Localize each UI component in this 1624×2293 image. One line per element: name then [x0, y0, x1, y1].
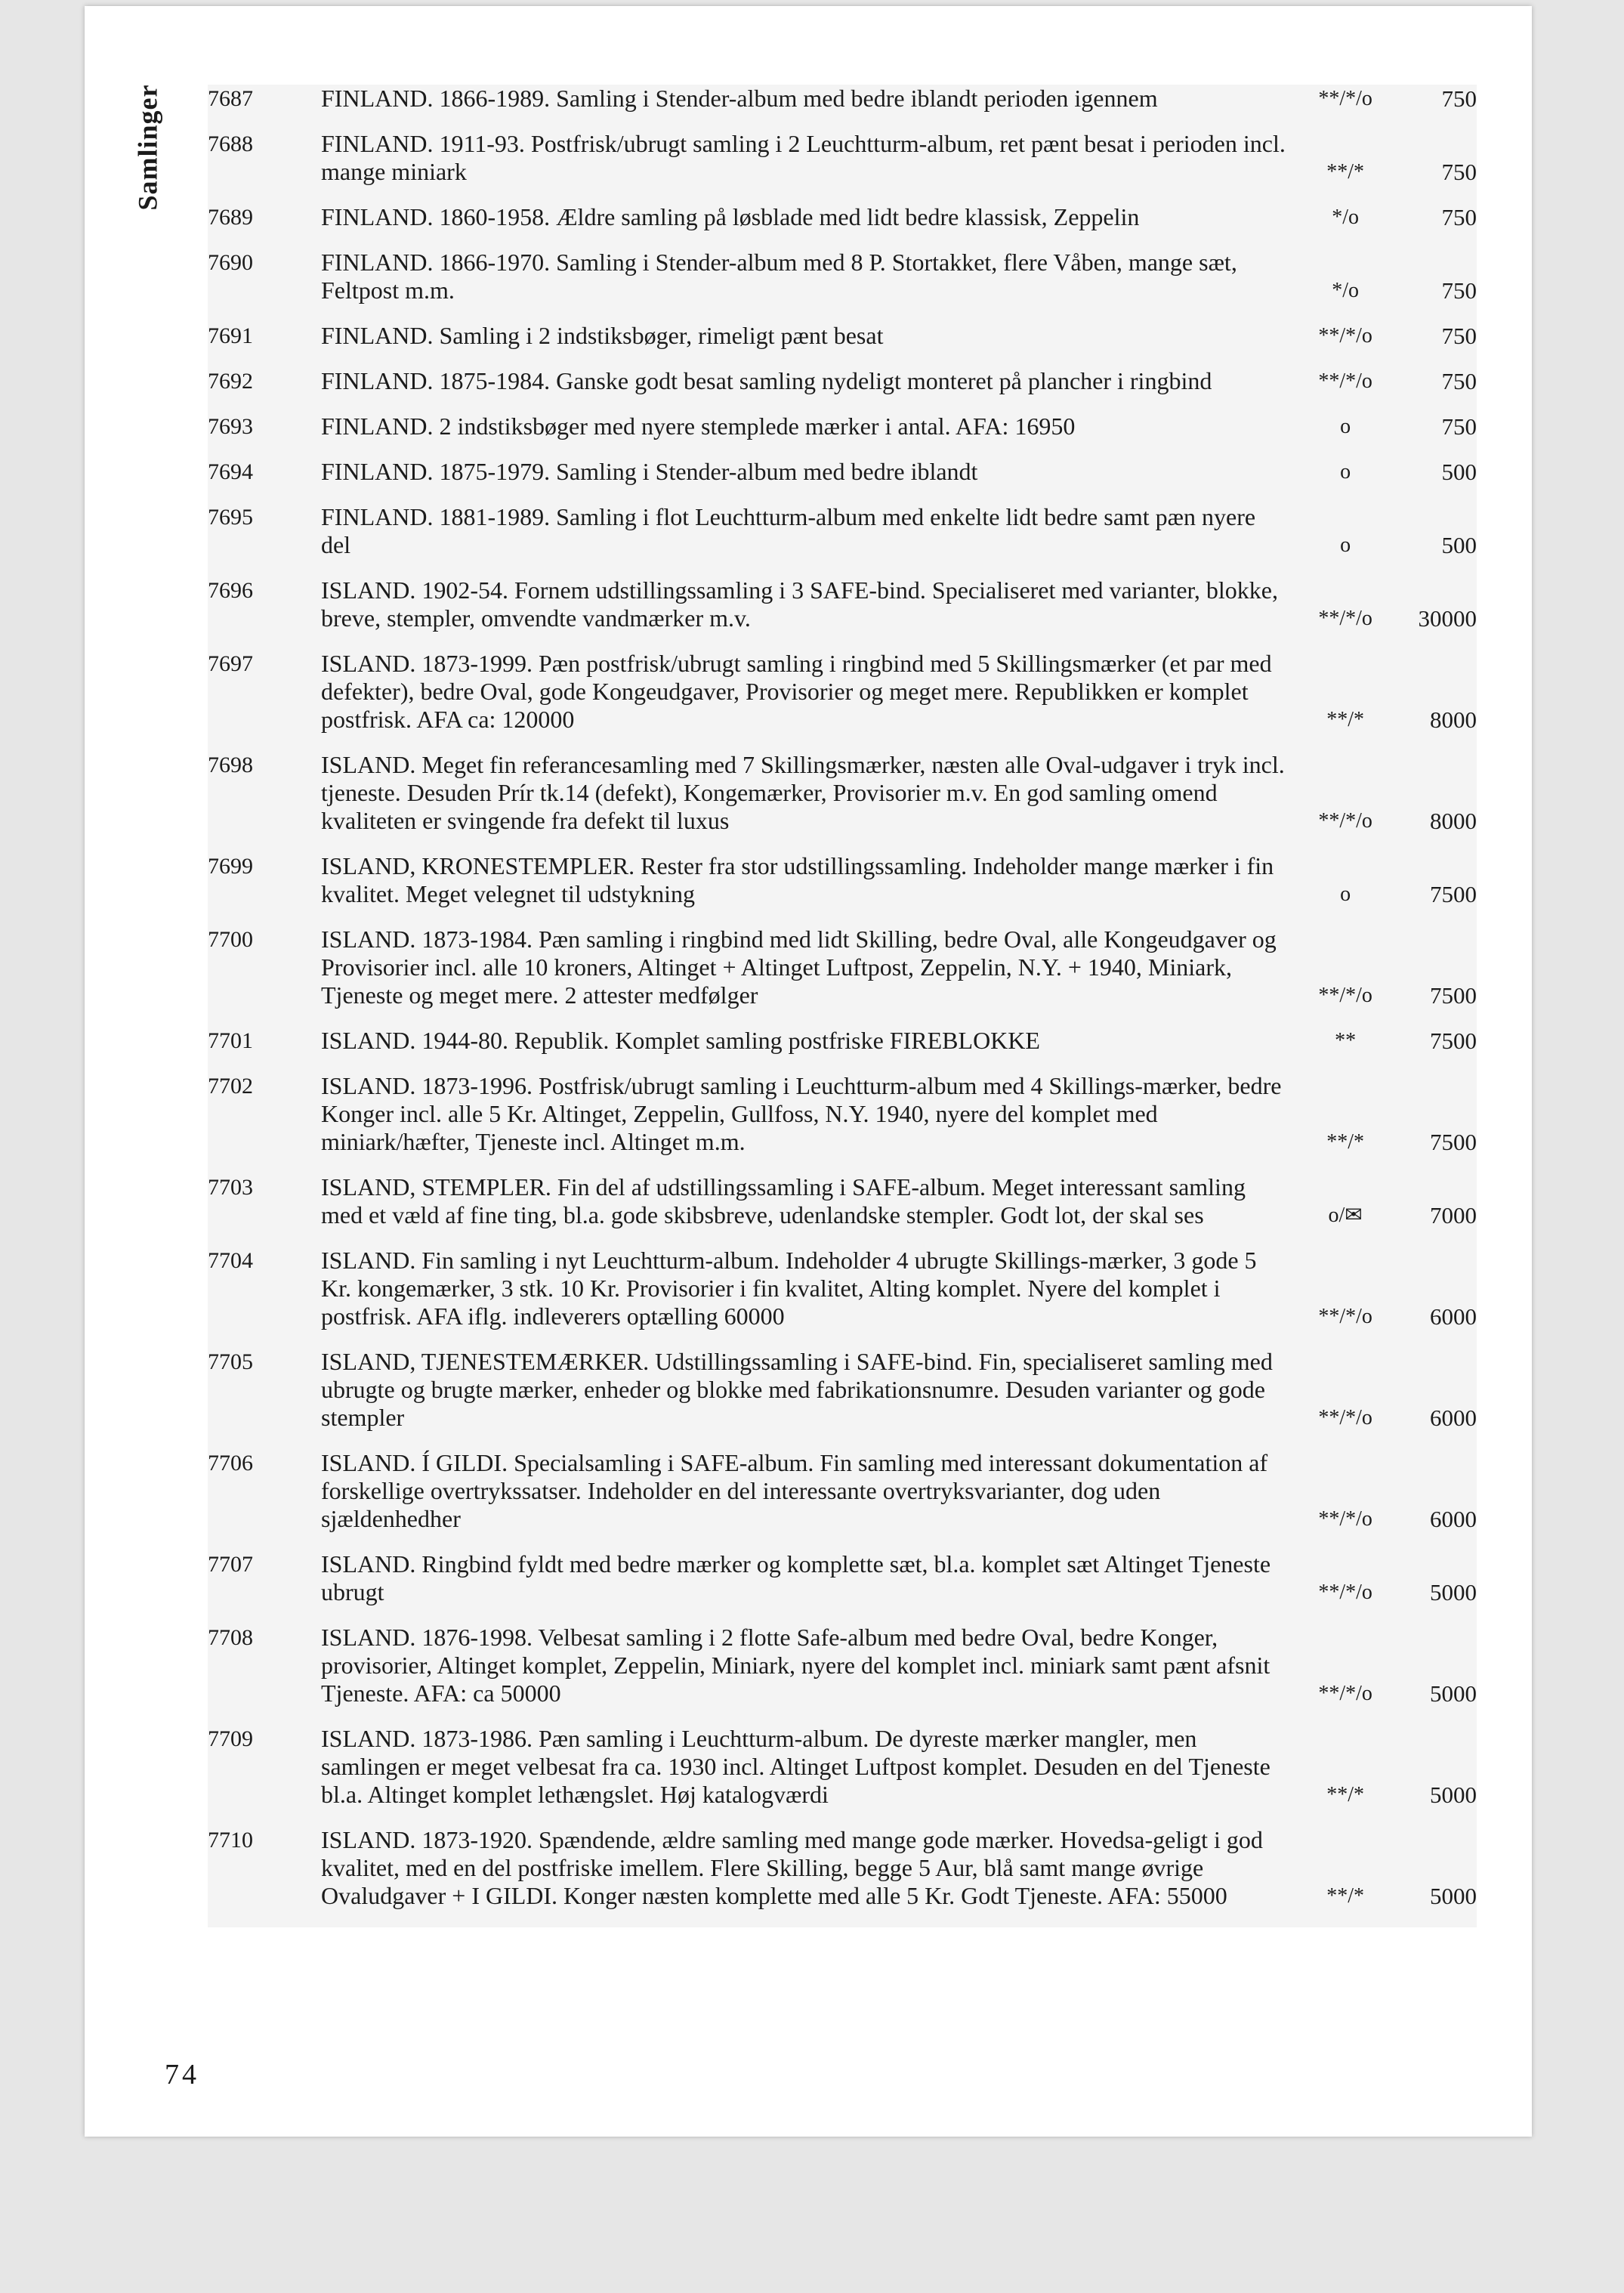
lot-row — [208, 1348, 1477, 1432]
lot-description: ISLAND. Ringbind fyldt med bedre mærker og komplette sæt, bl.a. komplet sæt Altinget Tjeneste ubrugt — [321, 1550, 1271, 1605]
lot-row — [208, 503, 1477, 559]
lot-condition: **/*/o — [1318, 369, 1372, 393]
lot-number: 7705 — [208, 1349, 253, 1374]
lot-condition: */o — [1332, 279, 1360, 302]
lot-price: 5000 — [1430, 1680, 1477, 1707]
lot-description: ISLAND. 1873-1996. Postfrisk/ubrugt samling i Leuchtturm-album med 4 Skillings-mærker, bedre Konger incl. alle 5 Kr. Altinget, Zeppelin, Gullfoss, N.Y. 1940, nyere del komplet med miniark/hæfter, Tjeneste incl. Altinget m.m. — [321, 1072, 1282, 1155]
section-title: Samlinger — [132, 84, 162, 211]
lot-description: FINLAND. Samling i 2 indstiksbøger, rimeligt pænt besat — [321, 322, 884, 349]
lot-number: 7687 — [208, 86, 253, 111]
lot-description: FINLAND. 1881-1989. Samling i flot Leuchtturm-album med enkelte lidt bedre samt pæn nyere del — [321, 503, 1256, 558]
page-number: 74 — [165, 2059, 199, 2091]
lot-row — [208, 367, 1477, 395]
lot-condition: **/*/o — [1318, 607, 1372, 630]
lot-price: 750 — [1441, 368, 1477, 394]
lot-number: 7689 — [208, 205, 253, 230]
lot-row — [208, 85, 1477, 113]
lot-number: 7693 — [208, 414, 253, 439]
lot-price: 750 — [1441, 204, 1477, 230]
lot-description: ISLAND. 1944-80. Republik. Komplet samling postfriske FIREBLOKKE — [321, 1027, 1040, 1054]
lot-description: ISLAND. Meget fin referancesamling med 7 Skillingsmærker, næsten alle Oval-udgaver i tryk incl. tjeneste. Desuden Prír tk.14 (defekt), Kongemærker, Provisorier m.v. En god samling omend kvaliteten er svingende fra defekt til luxus — [321, 751, 1285, 834]
lot-row — [208, 926, 1477, 1009]
lot-condition: **/*/o — [1318, 1682, 1372, 1705]
lot-row — [208, 852, 1477, 908]
lot-price: 7500 — [1430, 1028, 1477, 1054]
lot-condition: o — [1340, 882, 1351, 906]
lot-row — [208, 1725, 1477, 1809]
lot-number: 7701 — [208, 1028, 253, 1053]
lot-description: FINLAND. 1860-1958. Ældre samling på løsblade med lidt bedre klassisk, Zeppelin — [321, 203, 1140, 230]
lot-price: 5000 — [1430, 1883, 1477, 1909]
lot-description: ISLAND, STEMPLER. Fin del af udstillingssamling i SAFE-album. Meget interessant samling med et væld af fine ting, bl.a. gode skibsbreve, udenlandske stempler. Godt lot, der skal ses — [321, 1173, 1246, 1228]
lot-description: ISLAND. 1902-54. Fornem udstillingssamling i 3 SAFE-bind. Specialiseret med varianter, blokke, breve, stempler, omvendte vandmærker m.v. — [321, 576, 1278, 632]
lot-condition: **/* — [1326, 1130, 1365, 1154]
lot-number: 7710 — [208, 1828, 253, 1853]
lot-number: 7688 — [208, 131, 253, 156]
lot-number: 7709 — [208, 1726, 253, 1751]
lot-description: ISLAND. 1873-1984. Pæn samling i ringbind med lidt Skilling, bedre Oval, alle Kongeudgaver og Provisorier incl. alle 10 kroners, Altinget + Altinget Luftpost, Zeppelin, N.Y. + 1940, Miniark, Tjeneste og meget mere. 2 attester medfølger — [321, 926, 1277, 1009]
lot-price: 750 — [1441, 413, 1477, 440]
section-tab — [127, 68, 168, 227]
lot-price: 8000 — [1430, 706, 1477, 733]
lot-row — [208, 751, 1477, 835]
lot-description: ISLAND. 1873-1986. Pæn samling i Leuchtturm-album. De dyreste mærker mangler, men samlingen er meget velbesat fra ca. 1930 incl. Altinget Luftpost komplet. Desuden en del Tjeneste bl.a. Altinget komplet lethængslet. Høj katalogværdi — [321, 1725, 1270, 1808]
lot-condition: **/*/o — [1318, 1305, 1372, 1328]
lot-number: 7699 — [208, 854, 253, 879]
lot-price: 6000 — [1430, 1405, 1477, 1431]
lot-number: 7706 — [208, 1451, 253, 1476]
lot-number: 7698 — [208, 752, 253, 777]
lot-price: 7500 — [1430, 881, 1477, 907]
lot-description: ISLAND. 1873-1999. Pæn postfrisk/ubrugt samling i ringbind med 5 Skillingsmærker (et par med defekter), bedre Oval, gode Kongeudgaver, Provisorier og meget mere. Republikken er komplet postfrisk. AFA ca: 120000 — [321, 650, 1272, 733]
lot-number: 7703 — [208, 1175, 253, 1200]
lot-price: 6000 — [1430, 1303, 1477, 1330]
lot-description: FINLAND. 1875-1979. Samling i Stender-album med bedre iblandt — [321, 458, 978, 485]
lot-price: 750 — [1441, 159, 1477, 185]
lot-price: 750 — [1441, 277, 1477, 304]
lot-description: ISLAND, KRONESTEMPLER. Rester fra stor udstillingssamling. Indeholder mange mærker i fin kvalitet. Meget velegnet til udstykning — [321, 852, 1274, 907]
lot-price: 750 — [1441, 85, 1477, 112]
lot-number: 7702 — [208, 1074, 253, 1099]
lot-price: 500 — [1441, 532, 1477, 558]
lot-description: FINLAND. 1911-93. Postfrisk/ubrugt samling i 2 Leuchtturm-album, ret pænt besat i perioden incl. mange miniark — [321, 130, 1286, 185]
lot-price: 750 — [1441, 323, 1477, 349]
lot-row — [208, 413, 1477, 440]
lot-row — [208, 249, 1477, 304]
lot-condition: **/* — [1326, 1884, 1365, 1908]
lot-description: ISLAND. Í GILDI. Specialsamling i SAFE-album. Fin samling med interessant dokumentation af forskellige overtrykssatser. Indeholder en del interessante overtryksvarianter, dog uden sjældenhedher — [321, 1449, 1268, 1532]
lot-number: 7691 — [208, 323, 253, 348]
lot-description: FINLAND. 1866-1989. Samling i Stender-album med bedre iblandt perioden igennem — [321, 85, 1158, 112]
lot-condition: **/* — [1326, 160, 1365, 184]
lot-row — [208, 458, 1477, 486]
lot-description: FINLAND. 1875-1984. Ganske godt besat samling nydeligt monteret på plancher i ringbind — [321, 367, 1212, 394]
lot-number: 7704 — [208, 1248, 253, 1273]
lot-description: ISLAND, TJENESTEMÆRKER. Udstillingssamling i SAFE-bind. Fin, specialiseret samling med ubrugte og brugte mærker, enheder og blokke med fabrikationsnumre. Desuden varianter og gode stempler — [321, 1348, 1273, 1431]
lot-number: 7697 — [208, 651, 253, 676]
lot-number: 7708 — [208, 1625, 253, 1650]
lot-condition: ** — [1335, 1029, 1357, 1052]
lot-price: 7500 — [1430, 982, 1477, 1009]
lot-row — [208, 1826, 1477, 1910]
lot-row — [208, 203, 1477, 231]
lot-price: 500 — [1441, 459, 1477, 485]
lot-row — [208, 1173, 1477, 1229]
lot-row — [208, 1247, 1477, 1330]
lot-row — [208, 130, 1477, 186]
lot-price: 30000 — [1418, 605, 1477, 632]
lot-row — [208, 1550, 1477, 1606]
lot-condition: o — [1340, 415, 1351, 438]
lot-condition: **/* — [1326, 708, 1365, 731]
lot-condition: **/*/o — [1318, 87, 1372, 110]
lot-condition: o/✉ — [1328, 1204, 1363, 1227]
lot-row — [208, 1449, 1477, 1533]
lot-condition: **/*/o — [1318, 1507, 1372, 1531]
lot-number: 7694 — [208, 459, 253, 484]
lot-description: ISLAND. Fin samling i nyt Leuchtturm-album. Indeholder 4 ubrugte Skillings-mærker, 3 gode 5 Kr. kongemærker, 3 stk. 10 Kr. Provisorier i fin kvalitet, Alting komplet. Nyere del komplet i postfrisk. AFA iflg. indleverers optælling 60000 — [321, 1247, 1257, 1330]
lot-condition: o — [1340, 533, 1351, 557]
lot-number: 7700 — [208, 927, 253, 952]
lot-number: 7690 — [208, 250, 253, 275]
lot-price: 5000 — [1430, 1579, 1477, 1605]
lot-number: 7707 — [208, 1552, 253, 1577]
lot-condition: **/* — [1326, 1783, 1365, 1806]
lot-row — [208, 650, 1477, 734]
lot-condition: **/*/o — [1318, 984, 1372, 1007]
lot-condition: **/*/o — [1318, 324, 1372, 348]
lot-condition: */o — [1332, 206, 1360, 229]
lot-price: 8000 — [1430, 808, 1477, 834]
lot-description: ISLAND. 1873-1920. Spændende, ældre samling med mange gode mærker. Hovedsa-geligt i god kvalitet, med en del postfriske imellem. Flere Skilling, begge 5 Aur, blå samt mange øvrige Ovaludgaver + I GILDI. Konger næsten komplette med alle 5 Kr. Godt Tjeneste. AFA: 55000 — [321, 1826, 1263, 1909]
lot-price: 7000 — [1430, 1202, 1477, 1228]
lot-description: ISLAND. 1876-1998. Velbesat samling i 2 flotte Safe-album med bedre Oval, bedre Konger, provisorier, Altinget komplet, Zeppelin, Miniark, nyere del komplet incl. miniark samt pænt afsnit Tjeneste. AFA: ca 50000 — [321, 1624, 1270, 1707]
lot-description: FINLAND. 2 indstiksbøger med nyere stemplede mærker i antal. AFA: 16950 — [321, 413, 1076, 440]
lot-condition: **/*/o — [1318, 1406, 1372, 1429]
lot-row — [208, 1072, 1477, 1156]
lot-price: 5000 — [1430, 1782, 1477, 1808]
lot-number: 7696 — [208, 578, 253, 603]
lot-row — [208, 1027, 1477, 1055]
lot-row — [208, 1624, 1477, 1707]
lot-row — [208, 576, 1477, 632]
lot-list — [208, 85, 1477, 1927]
lot-condition: **/*/o — [1318, 809, 1372, 833]
lot-number: 7695 — [208, 505, 253, 530]
lot-number: 7692 — [208, 369, 253, 394]
lot-condition: **/*/o — [1318, 1581, 1372, 1604]
lot-condition: o — [1340, 460, 1351, 484]
lot-price: 7500 — [1430, 1129, 1477, 1155]
lot-description: FINLAND. 1866-1970. Samling i Stender-album med 8 P. Stortakket, flere Våben, mange sæt, Feltpost m.m. — [321, 249, 1237, 304]
lot-price: 6000 — [1430, 1506, 1477, 1532]
lot-row — [208, 322, 1477, 350]
